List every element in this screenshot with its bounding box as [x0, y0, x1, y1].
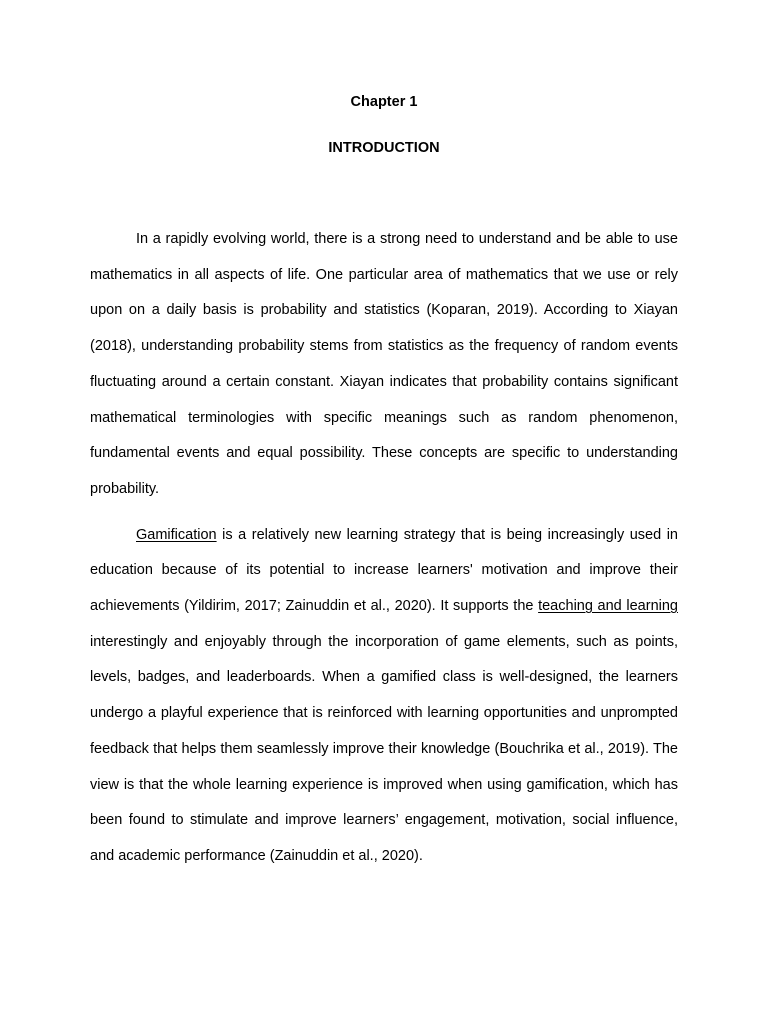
paragraph-gamification [90, 518, 678, 875]
paragraph-gamification-text-2: interestingly and enjoyably through the incorporation of game elements, such as points, levels, badges, and leaderboards. When a gamified class is well-designed, the learners undergo a playful experience that is reinforced with learning opportunities and unprompted feedback that helps them seamlessly improve their knowledge (Bouchrika et al., 2019). The view is that the whole learning experience is improved when using gamification, which has been found to stimulate and improve learners’ engagement, motivation, social influence, and academic performance (Zainuddin et al., 2020). [90, 633, 678, 864]
chapter-number-heading: Chapter 1 [350, 94, 418, 110]
paragraph-probability: In a rapidly evolving world, there is a strong need to understand and be able to use mathematics in all aspects of life. One particular area of mathematics that we use or rely upon on a daily basis is probability and statistics (Koparan, 2019). According to Xiayan (2018), understanding probability stems from statistics as the frequency of random events fluctuating around a certain constant. Xiayan indicates that probability contains significant mathematical terminologies with specific meanings such as random phenomenon, fundamental events and equal possibility. These concepts are specific to understanding probability. [90, 231, 678, 497]
chapter-title-heading: INTRODUCTION [328, 140, 440, 156]
paragraph-gamification-text-1: is a relatively new learning strategy that is being increasingly used in education because of its potential to increase learners' motivation and improve their achievements (Yildirim, 2017; Zainuddin et al., 2020). It supports the [90, 526, 678, 615]
gamification-term: Gamification [136, 526, 217, 543]
body-text [90, 222, 678, 875]
teaching-and-learning-term: teaching and learning [538, 598, 678, 615]
